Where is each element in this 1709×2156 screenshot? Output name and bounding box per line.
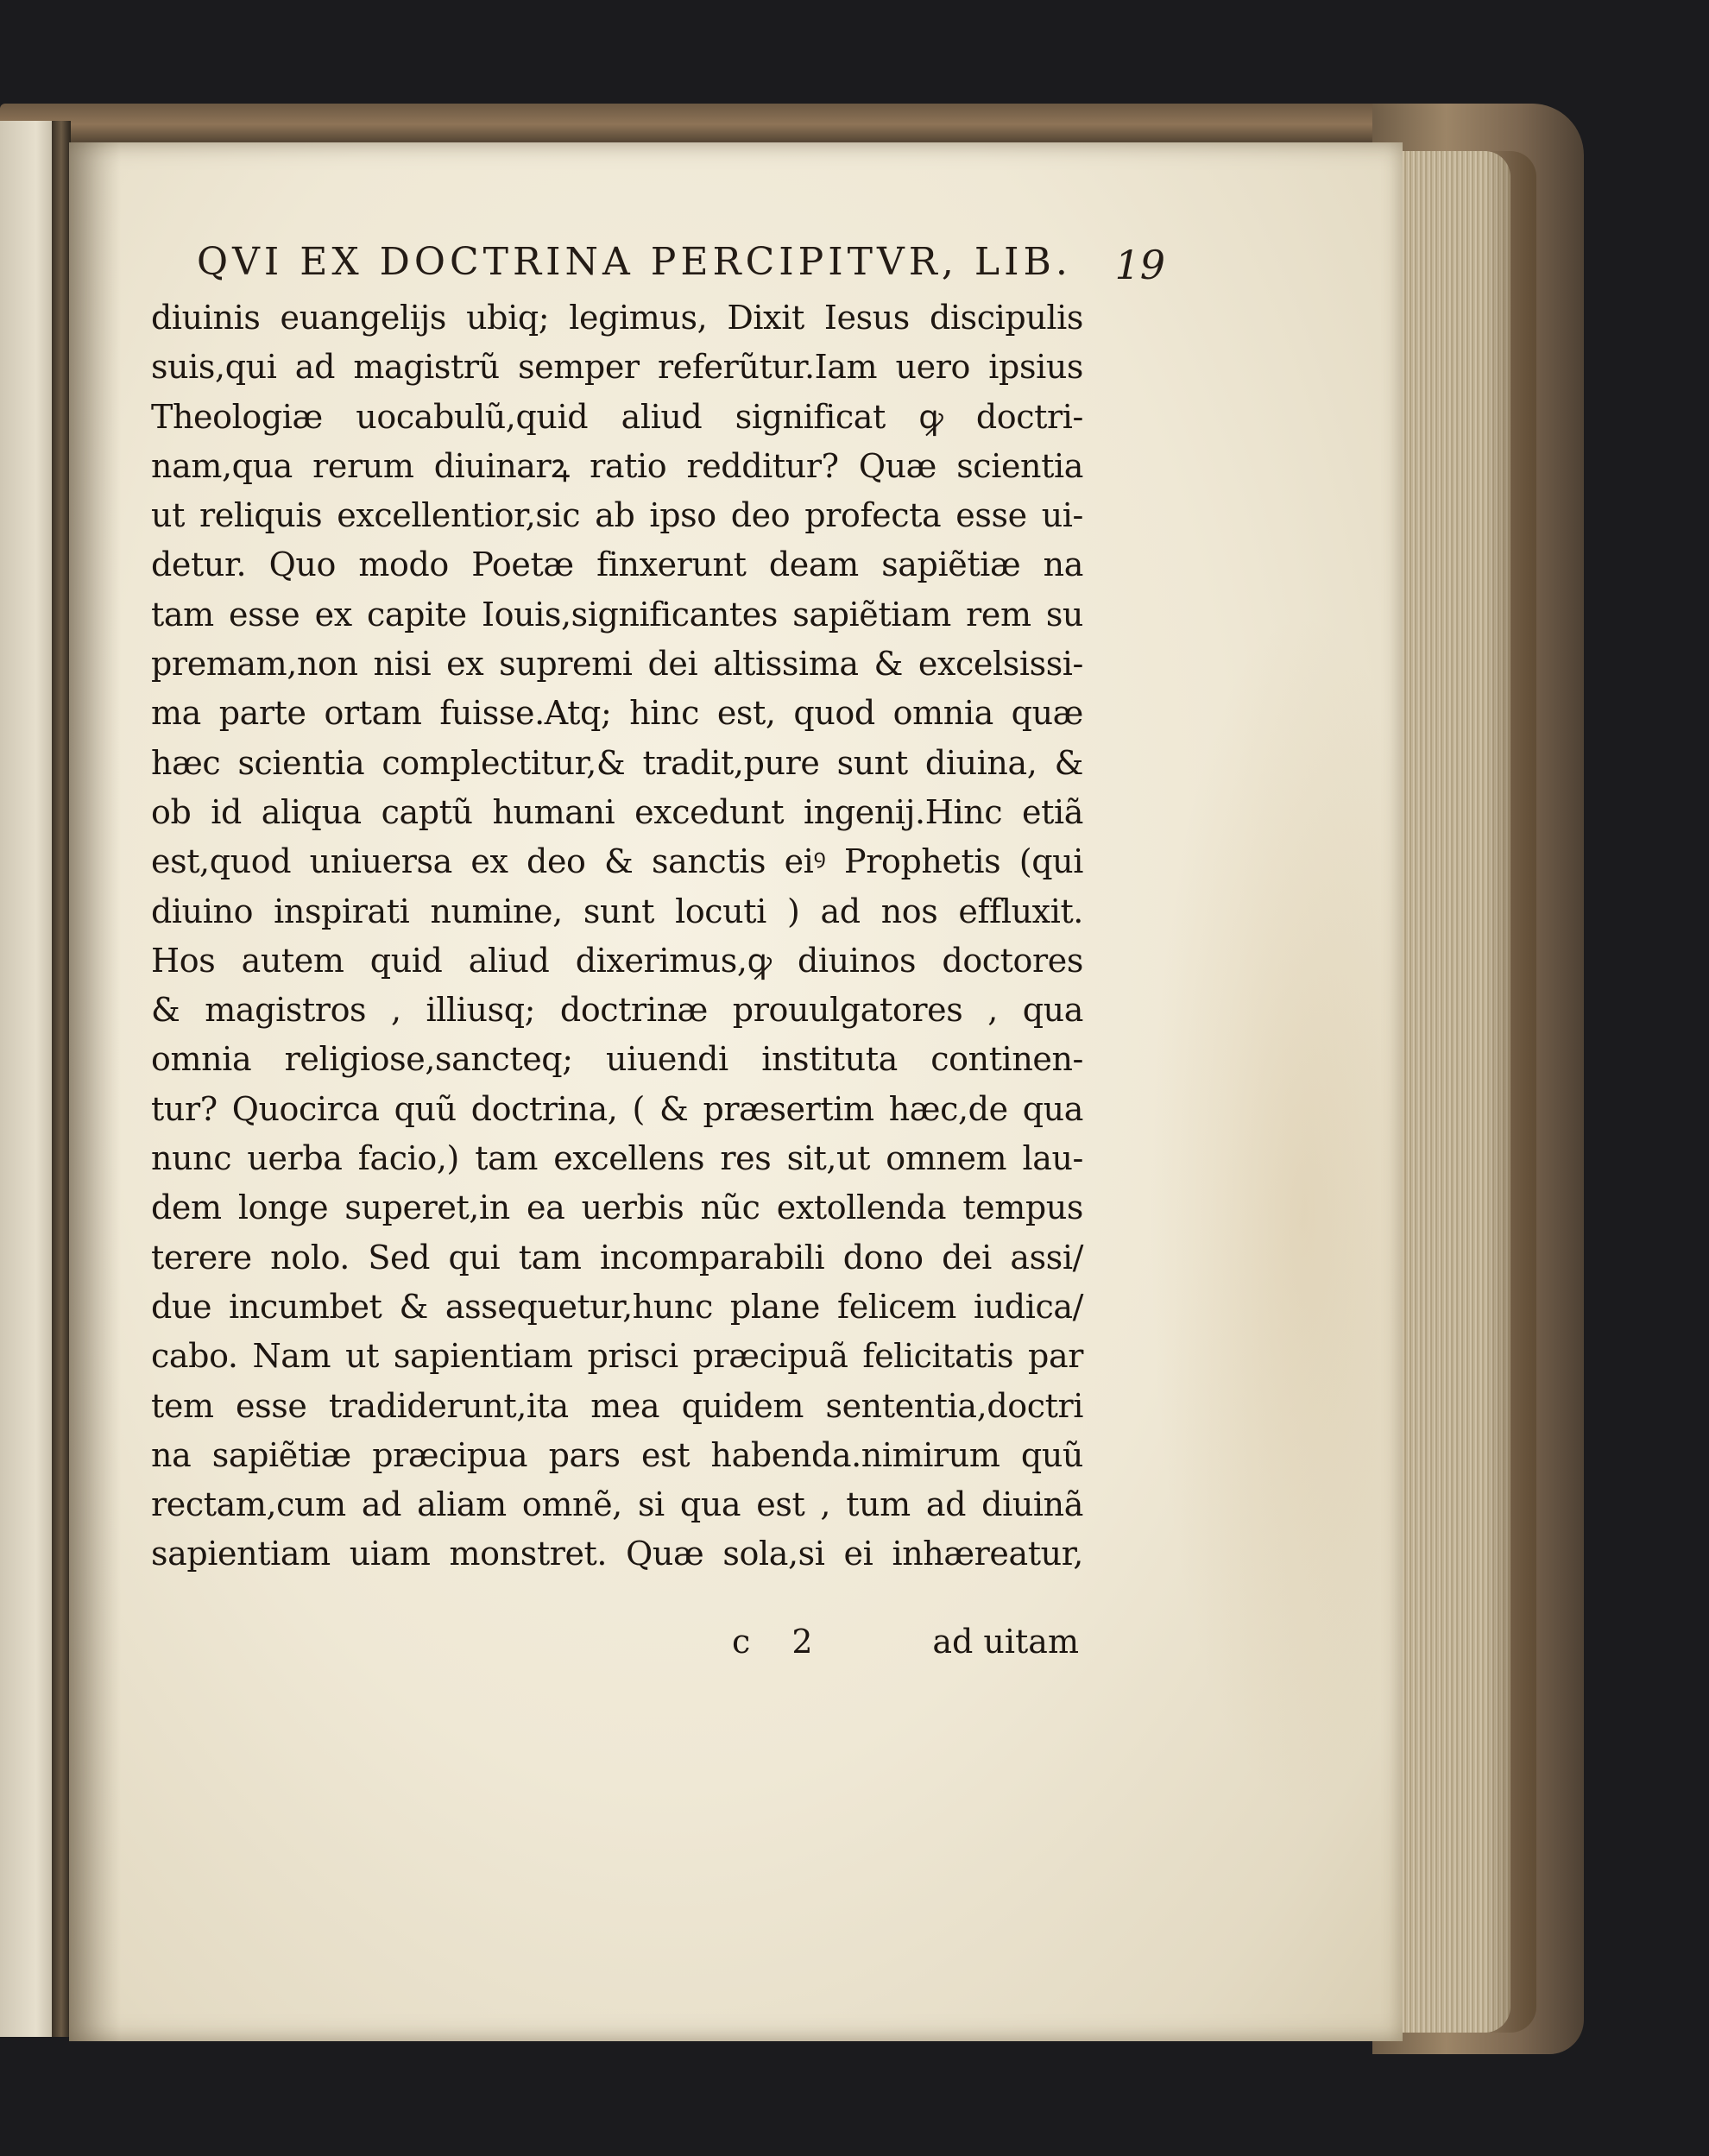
text-line: tem esse tradiderunt,ita mea quidem sententia,doctri xyxy=(151,1386,1083,1425)
text-line: ut reliquis excellentior,sic ab ipso deo profecta esse ui- xyxy=(151,496,1083,535)
fore-edge-shadow xyxy=(1485,151,1536,2033)
text-line: Theologiæ uocabulũ,quid aliud significat ꝙ doctri- xyxy=(151,397,1083,436)
text-line: ob id aliqua captũ humani excedunt ingeniј.Hinc etiã xyxy=(151,792,1083,831)
text-line: tam esse ex capite Iouis,significantes sapiẽtiam rem su xyxy=(151,595,1083,634)
folio-number: 19 xyxy=(1114,242,1165,288)
page-stain xyxy=(1148,608,1407,1817)
text-line: hæc scientia complectitur,& tradit,pure sunt diuina, & xyxy=(151,743,1083,782)
text-block xyxy=(151,293,1083,1579)
binding-top-band xyxy=(0,104,1519,145)
text-line: Hos autem quid aliud dixerimus,ꝙ diuinos doctores xyxy=(151,941,1083,980)
text-line: omnia religiose,sancteq; uiuendi instituta continen- xyxy=(151,1040,1083,1079)
signature-mark: c 2 xyxy=(732,1623,829,1661)
text-line: due incumbet & assequetur,hunc plane felicem iudica/ xyxy=(151,1287,1083,1326)
text-line: terere nolo. Sed qui tam incomparabili dono dei assi/ xyxy=(151,1238,1083,1277)
text-line: tur? Quocirca quũ doctrina, ( & præsertim hæc,de qua xyxy=(151,1089,1083,1128)
text-line: sapientiam uiam monstret. Quæ sola,si ei inhæreatur, xyxy=(151,1535,1083,1573)
catchword: ad uitam xyxy=(932,1623,1079,1661)
text-line: est,quod uniuersa ex deo & sanctis eiꝰ Prophetis (qui xyxy=(151,842,1083,881)
text-line: diuinis euangeliјs ubiq; legimus, Dixit Iesus discipulis xyxy=(151,299,1083,337)
text-line: dem longe superet,in ea uerbis nũc extollenda tempus xyxy=(151,1188,1083,1227)
text-line: na sapiẽtiæ præcipua pars est habenda.nimirum quũ xyxy=(151,1435,1083,1474)
text-line: rectam,cum ad aliam omnẽ, si qua est , tum ad diuinã xyxy=(151,1485,1083,1524)
text-line: cabo. Nam ut sapientiam prisci præcipuã felicitatis par xyxy=(151,1337,1083,1376)
running-head: QVI EX DOCTRINA PERCIPITVR, LIB. xyxy=(197,240,1072,284)
text-line: suis,qui ad magistrũ semper referũtur.Iam uero ipsius xyxy=(151,348,1083,387)
text-line: nam,qua rerum diuinarꝝ ratio redditur? Quæ scientia xyxy=(151,446,1083,485)
text-line: premam,non nisi ex supremi dei altissima & excelsissi- xyxy=(151,645,1083,684)
text-line: nunc uerba facio,) tam excellens res sit,ut omnem lau- xyxy=(151,1139,1083,1178)
text-line: detur. Quo modo Poetæ finxerunt deam sapiẽtiæ na xyxy=(151,545,1083,584)
text-line: ma parte ortam fuisse.Atq; hinc est, quod omnia quæ xyxy=(151,694,1083,733)
text-line: & magistros , illiusq; doctrinæ prouulgatores , qua xyxy=(151,991,1083,1030)
gutter-binding xyxy=(52,121,71,2037)
text-line: diuino inspirati numine, sunt locuti ) ad nos effluxit. xyxy=(151,892,1083,930)
gutter-shadow xyxy=(69,142,121,2041)
